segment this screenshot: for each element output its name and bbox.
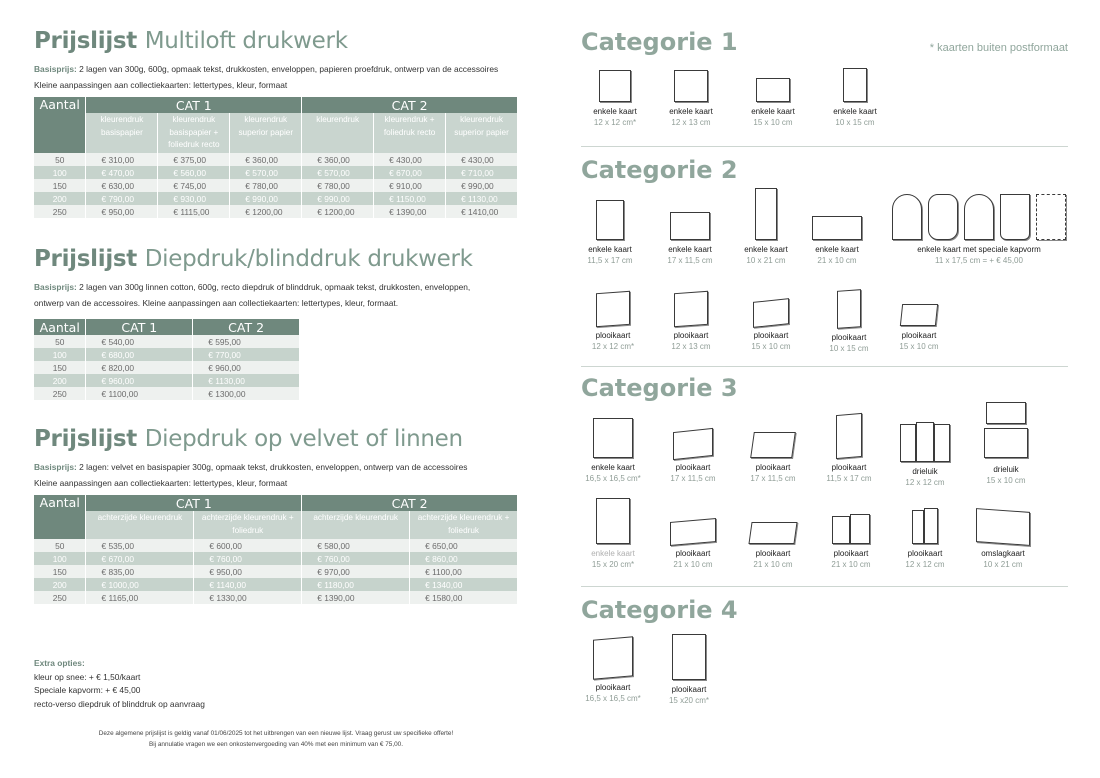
card-shape bbox=[756, 78, 790, 102]
fold-card-icon bbox=[674, 291, 708, 327]
table-row: 250 € 950,00 € 1115,00 € 1200,00 € 1200,00 € 1390,00 € 1410,00 bbox=[34, 205, 518, 218]
fold-card-icon bbox=[836, 413, 862, 459]
table-row: 50 € 310,00 € 375,00 € 360,00 € 360,00 € 430,00 € 430,00 bbox=[34, 153, 518, 166]
card-item: enkele kaart 16,5 x 16,5 cm* bbox=[585, 418, 641, 483]
multiloft-table bbox=[34, 97, 518, 218]
scalloped-card-icon bbox=[1036, 194, 1066, 240]
special-shapes bbox=[891, 194, 1067, 240]
card-shape bbox=[812, 216, 862, 240]
card-item: plooikaart 10 x 15 cm bbox=[823, 290, 875, 353]
price-lists bbox=[34, 28, 524, 604]
col-cat1: CAT 1 bbox=[86, 319, 193, 335]
wrap-card-icon bbox=[976, 508, 1030, 546]
col-aantal: Aantal bbox=[34, 495, 86, 539]
card-shape bbox=[596, 200, 624, 240]
card-item: omslagkaart 10 x 21 cm bbox=[971, 502, 1035, 569]
card-shape bbox=[755, 188, 777, 240]
col-cat1: CAT 1 bbox=[86, 97, 302, 113]
category-4-title: Categorie 4 bbox=[581, 596, 738, 624]
col-cat2: CAT 2 bbox=[302, 495, 518, 511]
category-3-title: Categorie 3 bbox=[581, 374, 738, 402]
table-row: 150 € 835,00 € 950,00 € 970,00 € 1100,00 bbox=[34, 565, 518, 578]
table-row: 100 € 680,00 € 770,00 bbox=[34, 348, 300, 361]
card-item: plooikaart 15 x 10 cm bbox=[893, 292, 945, 351]
table-row: 200 € 1000,00 € 1140,00 € 1180,00 € 1340,00 bbox=[34, 578, 518, 591]
table-row: 150 € 630,00 € 745,00 € 780,00 € 780,00 € 910,00 € 990,00 bbox=[34, 179, 518, 192]
sub-header: kleurendruk basispapier bbox=[86, 113, 158, 153]
table-row: 100 € 670,00 € 760,00 € 760,00 € 860,00 bbox=[34, 552, 518, 565]
sub-header: kleurendruk + foliedruk recto bbox=[374, 113, 446, 153]
extra-options: Extra opties: kleur op snee: + € 1,50/kaart Speciale kapvorm: + € 45,00 recto-verso diepdruk of blinddruk op aanvraag bbox=[34, 658, 205, 709]
card-item: plooikaart 11,5 x 17 cm bbox=[821, 414, 877, 483]
card-item: drieluik 15 x 10 cm bbox=[975, 402, 1037, 485]
col-cat2: CAT 2 bbox=[302, 97, 518, 113]
multiloft-basis: Basisprijs: 2 lagen van 300g, 600g, opmaak tekst, drukkosten, enveloppen, papieren proefdruk, ontwerp van de accessoires Kleine aanpassingen aan collectiekaarten: lettertypes, kleur, formaat bbox=[34, 64, 499, 90]
card-item: enkele kaart 12 x 13 cm bbox=[665, 70, 717, 127]
card-item: plooikaart 16,5 x 16,5 cm* bbox=[583, 638, 643, 703]
card-item: plooikaart 15 x20 cm* bbox=[661, 634, 717, 705]
fold-card-icon bbox=[596, 291, 630, 327]
card-shape bbox=[670, 212, 710, 240]
card-shape bbox=[599, 70, 631, 102]
postformat-note: * kaarten buiten postformaat bbox=[929, 42, 1068, 54]
card-shape bbox=[843, 68, 867, 102]
sub-header: kleurendruk bbox=[302, 113, 374, 153]
divider bbox=[581, 586, 1068, 587]
card-item: plooikaart 17 x 11,5 cm bbox=[665, 424, 721, 483]
arch-card-icon bbox=[964, 194, 994, 240]
card-item: enkele kaart 17 x 11,5 cm bbox=[661, 200, 719, 265]
arch-card-icon bbox=[892, 194, 922, 240]
fold-card-icon bbox=[753, 298, 789, 328]
table-row: 200 € 790,00 € 930,00 € 990,00 € 990,00 € 1150,00 € 1130,00 bbox=[34, 192, 518, 205]
fold-card-icon bbox=[750, 432, 796, 458]
fold-card-icon bbox=[593, 636, 633, 679]
col-cat1: CAT 1 bbox=[86, 495, 302, 511]
gate-fold-icon bbox=[897, 506, 953, 544]
card-item: enkele kaart 11,5 x 17 cm bbox=[581, 200, 639, 265]
card-shape bbox=[674, 70, 708, 102]
footer-note: Deze algemene prijslijst is geldig vanaf 01/06/2025 tot het uitbrengen van een nieuwe lijst. Vraag gerust uw specifieke offerte! Bij annulatie vragen we een onkostenvergoeding van 40% met een minimum van € 75,00. bbox=[98, 730, 454, 748]
divider bbox=[581, 366, 1068, 367]
double-fold-icon bbox=[823, 512, 879, 544]
card-item: enkele kaart 21 x 10 cm bbox=[807, 200, 867, 265]
table-row: 50 € 540,00 € 595,00 bbox=[34, 335, 300, 348]
table-row: 250 € 1100,00 € 1300,00 bbox=[34, 387, 300, 400]
table-row: 250 € 1165,00 € 1330,00 € 1390,00 € 1580,00 bbox=[34, 591, 518, 604]
card-shape bbox=[596, 498, 630, 544]
triptych-icon bbox=[893, 420, 957, 462]
card-item: drieluik 12 x 12 cm bbox=[893, 420, 957, 487]
divider bbox=[581, 146, 1068, 147]
sub-header: achterzijde kleurendruk bbox=[302, 511, 410, 539]
card-item: plooikaart 12 x 13 cm bbox=[665, 292, 717, 351]
sub-header: kleurendruk basispapier + foliedruk recto bbox=[158, 113, 230, 153]
diepdruk-title: Prijslijst Diepdruk/blinddruk drukwerk bbox=[34, 246, 473, 272]
card-item: enkele kaart 10 x 15 cm bbox=[829, 70, 881, 127]
notched-card-icon bbox=[1000, 194, 1030, 240]
fold-card-icon bbox=[900, 304, 938, 326]
sub-header: kleurendruk superior papier bbox=[446, 113, 518, 153]
card-item: plooikaart 12 x 12 cm bbox=[897, 506, 953, 569]
card-item: plooikaart 12 x 12 cm* bbox=[587, 292, 639, 351]
fold-card-icon bbox=[748, 522, 797, 544]
col-aantal: Aantal bbox=[34, 97, 86, 153]
fold-card-icon bbox=[672, 634, 706, 680]
col-cat2: CAT 2 bbox=[193, 319, 300, 335]
triptych-vertical-icon bbox=[975, 402, 1037, 460]
sub-header: achterzijde kleurendruk + foliedruk bbox=[194, 511, 302, 539]
diepdruk-table bbox=[34, 319, 300, 400]
velvet-basis: Basisprijs: 2 lagen: velvet en basispapier 300g, opmaak tekst, drukkosten, enveloppen, ontwerp van de accessoires Kleine aanpassingen aan collectiekaarten: lettertypes, kleur, formaat bbox=[34, 462, 468, 488]
card-item: plooikaart 17 x 11,5 cm bbox=[745, 424, 801, 483]
fold-card-icon bbox=[673, 428, 713, 460]
sub-header: achterzijde kleurendruk bbox=[86, 511, 194, 539]
table-row: 150 € 820,00 € 960,00 bbox=[34, 361, 300, 374]
card-item: plooikaart 21 x 10 cm bbox=[823, 512, 879, 569]
sub-header: kleurendruk superior papier bbox=[230, 113, 302, 153]
card-item: enkele kaart 15 x 20 cm* bbox=[587, 498, 639, 569]
multiloft-title: Prijslijst Multiloft drukwerk bbox=[34, 28, 348, 54]
table-row: 50 € 535,00 € 600,00 € 580,00 € 650,00 bbox=[34, 539, 518, 552]
card-item: enkele kaart 10 x 21 cm bbox=[737, 188, 795, 265]
velvet-title: Prijslijst Diepdruk op velvet of linnen bbox=[34, 426, 463, 452]
card-item: plooikaart 21 x 10 cm bbox=[745, 512, 801, 569]
fold-card-icon bbox=[837, 289, 861, 329]
card-item: enkele kaart 15 x 10 cm bbox=[747, 70, 799, 127]
rounded-card-icon bbox=[928, 194, 958, 240]
table-row: 200 € 960,00 € 1130,00 bbox=[34, 374, 300, 387]
card-item: enkele kaart 12 x 12 cm* bbox=[589, 70, 641, 127]
col-aantal: Aantal bbox=[34, 319, 86, 335]
table-row: 100 € 470,00 € 560,00 € 570,00 € 570,00 € 670,00 € 710,00 bbox=[34, 166, 518, 179]
card-item: plooikaart 15 x 10 cm bbox=[745, 292, 797, 351]
card-item: enkele kaart met speciale kapvorm 11 x 17,5 cm = + € 45,00 bbox=[891, 194, 1067, 265]
velvet-table bbox=[34, 495, 518, 604]
diepdruk-basis: Basisprijs: 2 lagen van 300g linnen cotton, 600g, recto diepdruk of blinddruk, opmaak tekst, drukkosten, enveloppen, ontwerp van de accessoires. Kleine aanpassingen aan collectiekaarten: lettertypes, kleur, formaat. bbox=[34, 282, 471, 308]
card-item: plooikaart 21 x 10 cm bbox=[665, 512, 721, 569]
sub-header: achterzijde kleurendruk + foliedruk bbox=[410, 511, 518, 539]
category-2-title: Categorie 2 bbox=[581, 156, 738, 184]
card-shape bbox=[593, 418, 633, 458]
fold-card-icon bbox=[670, 518, 716, 546]
category-1-title: Categorie 1 bbox=[581, 28, 738, 56]
